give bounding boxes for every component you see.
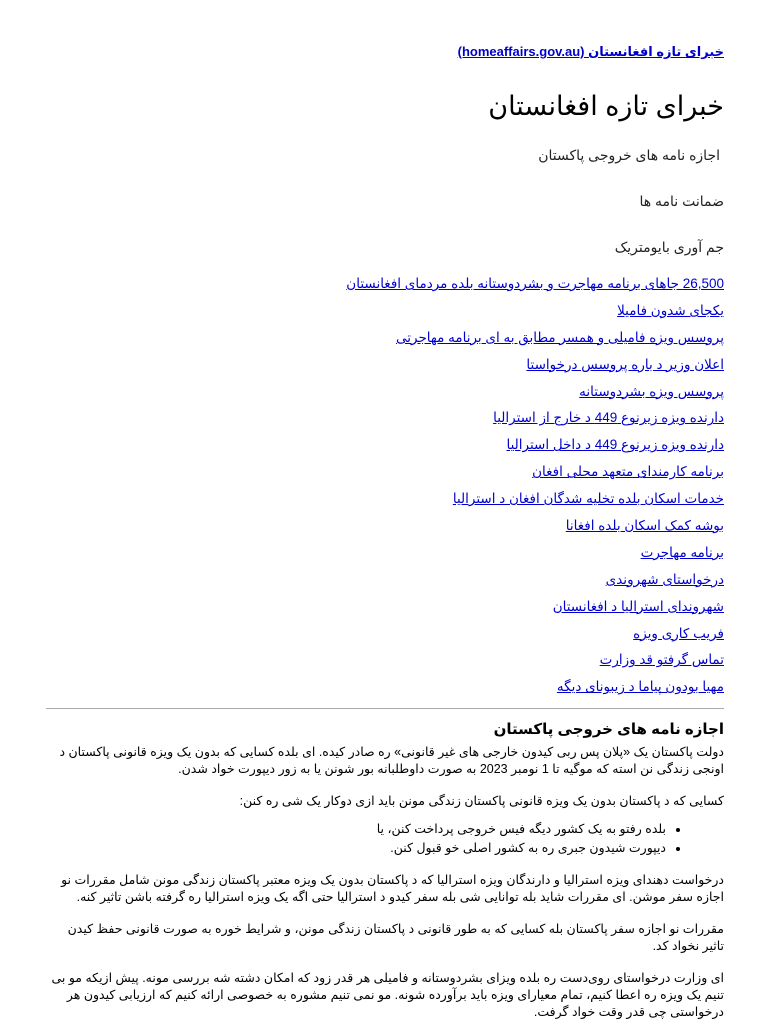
list-item <box>46 356 724 373</box>
list-item <box>46 302 724 319</box>
nav-link-449-outside[interactable]: دارنده ویزه زیرنوع 449 د خارج از استرالیا <box>493 410 724 426</box>
list-item <box>46 625 724 642</box>
nav-link-locally-engaged[interactable]: برنامه کارمندای متعهد محلی افغان <box>532 464 724 480</box>
breadcrumb-link[interactable] <box>458 44 724 59</box>
list-item <box>46 490 724 507</box>
nav-link-26500-places[interactable]: 26,500 جاهای برنامه مهاجرت و بشردوستانه بلده مردمای افغانستان <box>346 276 724 291</box>
list-item <box>46 409 724 426</box>
list-item <box>46 544 724 561</box>
nav-link-visa-fraud[interactable]: فریب کاری ویزه <box>633 625 724 641</box>
breadcrumb-source: (homeaffairs.gov.au) <box>457 44 585 59</box>
nav-link-449-inside[interactable]: دارنده ویزه زیرنوع 449 د داخل استرالیا <box>506 437 724 453</box>
nav-link-settlement-support[interactable]: بوشه کمک اسکان بلده افغانا <box>565 518 724 534</box>
nav-link-citizenship-applications[interactable]: درخواستای شهروندی <box>605 571 724 587</box>
nav-link-family-partner-visa[interactable]: پروسس ویزه فامیلی و همسر مطابق به ای برنامه مهاجرتی <box>396 329 724 345</box>
list-item <box>46 275 724 292</box>
bullet-list <box>46 821 694 857</box>
nav-link-contact[interactable]: تماس گرفتو قد وزارت <box>599 652 724 668</box>
list-item <box>46 383 724 400</box>
section-heading: اجازه نامه های خروجی پاکستان <box>493 721 724 739</box>
list-item <box>46 571 724 588</box>
breadcrumb <box>46 44 724 60</box>
nav-link-minister-announcement[interactable]: اعلان وزیر د باره پروسس درخواستا <box>526 356 724 372</box>
nav-link-list <box>46 275 724 695</box>
plain-item-exit-permits: اجازه نامه های خروجی پاکستان <box>538 147 720 163</box>
list-item <box>46 651 724 668</box>
list-item <box>46 678 724 695</box>
list-item <box>46 598 724 615</box>
paragraph-4: مقررات نو اجازه سفر پاکستان بله کسایی که به طور قانونی د پاکستان زندگی مونن، و شرایط خوره به صورت قانونی حفظ کیدن تاثیر نخواد کد. <box>67 922 724 954</box>
nav-link-citizens-in-afghanistan[interactable]: شهروندای استرالیا د افغانستان <box>552 598 724 614</box>
divider <box>46 708 724 709</box>
list-item <box>46 517 724 534</box>
nav-link-settlement-services[interactable]: خدمات اسکان بلده تخلیه شدگان افغان د استرالیا <box>452 491 724 507</box>
nav-link-other-languages[interactable]: مهیا بودون پیاما د زیبونای دیگه <box>556 679 724 695</box>
paragraph-5: ای وزارت درخواستای روی‌دست ره بلده ویزای بشردوستانه و فامیلی هر قدر زود که امکان دشته شه بررسی مونه. پیش ازیکه مو بی تنیم یک ویزه ره اعطا کنیم، تمام معیارای ویزه باید برآورده شونه. مو نمی تنیم مشوره به خصوصی ارائه کنیم که ارزیابی کیدون هر درخواستی چی قدر وقت خواد گرفت. <box>51 971 724 1020</box>
breadcrumb-label: خبرای تازه افغانستان <box>588 44 724 59</box>
page-title: خبرای تازه افغانستان <box>488 91 724 121</box>
paragraph-3: درخواست دهندای ویزه استرالیا و دارندگان ویزه استرالیا که د پاکستان بدون یک ویزه معتبر پاکستان زندگی مونن شامل مقررات نو اجازه سفر موشن. ای مقررات شاید بله توانایی شی بله سفر کیدو د استرالیا حتی اگه یک ویزه استرالیا ره گرفته باشن تاثیر کنه. <box>61 873 724 905</box>
plain-item-biometrics: جم آوری بایومتریک <box>614 239 724 255</box>
list-item <box>46 436 724 453</box>
nav-link-humanitarian-visa[interactable]: پروسس ویزه بشردوستانه <box>579 383 724 399</box>
list-item <box>46 329 724 346</box>
paragraph-1: دولت پاکستان یک «پلان پس ربی کیدون خارجی های غیر قانونی» ره صادر کیده. ای بلده کسایی که بدون یک ویزه قانونی پاکستان د اونجی زندگی نن استه که موگیه تا 1 نومبر 2023 به صورت داوطلبانه بور شونن یا به زور دیپورت خواد شدن. <box>59 745 724 777</box>
bullet-item-exit-fee: • بلده رفتو به یک کشور دیگه فیس خروجی پرداخت کنن، یا <box>46 821 666 838</box>
nav-link-migration-program[interactable]: برنامه مهاجرت <box>640 544 724 560</box>
list-item <box>46 463 724 480</box>
bullet-item-deportation: • دیپورت شیدون جبری ره به کشور اصلی خو قبول کنن. <box>46 840 666 857</box>
plain-item-guarantees: ضمانت نامه ها <box>639 193 724 209</box>
nav-link-family-reunion[interactable]: یکجای شدون فامیلا <box>617 302 724 318</box>
paragraph-2: کسایی که د پاکستان بدون یک ویزه قانونی پاکستان زندگی مونن باید ازی دوکار یک شی ره کنن: <box>239 794 724 809</box>
